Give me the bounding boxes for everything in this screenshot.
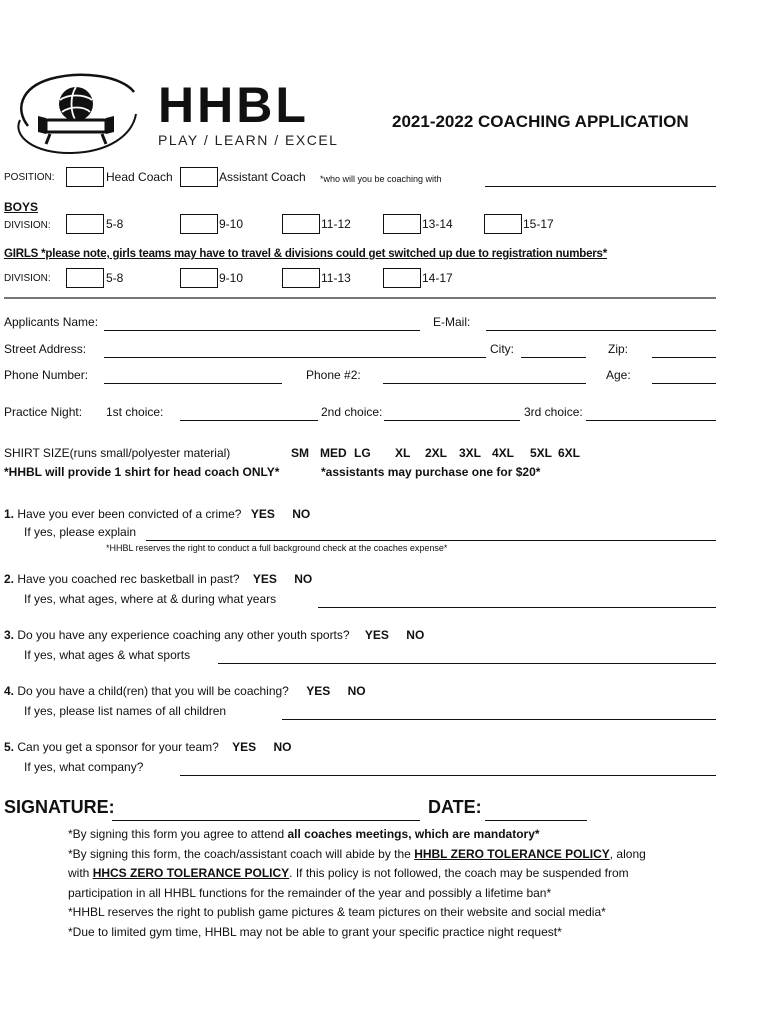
boys-heading: BOYS: [4, 200, 39, 214]
notes: [68, 825, 646, 942]
boys-div-checkbox[interactable]: [383, 214, 421, 234]
assistant-shirt-note: *assistants may purchase one for $20*: [321, 465, 541, 479]
hhcs-policy-link[interactable]: HHCS ZERO TOLERANCE POLICY: [92, 866, 290, 880]
email-field[interactable]: [486, 330, 716, 331]
applicant-name-label: Applicants Name:: [4, 315, 99, 329]
practice-night-label: Practice Night:: [4, 405, 83, 419]
question-text: Have you coached rec basketball in past?: [17, 572, 240, 586]
note-text: , along: [609, 846, 646, 861]
boys-division-label: DIVISION:: [4, 220, 51, 231]
girls-div-label: 5-8: [106, 271, 124, 285]
shirt-size-option[interactable]: 3XL: [459, 446, 482, 460]
no-option[interactable]: NO: [294, 572, 313, 586]
yes-option[interactable]: YES: [252, 572, 277, 586]
note-text: *By signing this form, the coach/assistant coach will abide by the: [68, 846, 415, 861]
question-text: Have you ever been convicted of a crime?: [17, 507, 242, 521]
age-label: Age:: [606, 368, 631, 382]
yes-option[interactable]: YES: [250, 507, 275, 521]
shirt-size-option[interactable]: 4XL: [492, 446, 515, 460]
shirt-size-option[interactable]: SM: [291, 446, 309, 460]
question-3: [4, 628, 424, 642]
first-choice-label: 1st choice:: [106, 405, 164, 419]
shirt-size-option[interactable]: 5XL: [530, 446, 553, 460]
question-number: 2.: [4, 572, 15, 586]
note-suspension: participation in all HHBL functions for the remainder of the year and possibly a lifetime ban*: [68, 885, 552, 900]
question-number: 4.: [4, 684, 15, 698]
head-coach-shirt-note: *HHBL will provide 1 shirt for head coach ONLY*: [4, 465, 280, 479]
answer-field[interactable]: [282, 719, 716, 720]
note-text: . If this policy is not followed, the coach may be suspended from: [289, 866, 629, 880]
boys-div-checkbox[interactable]: [282, 214, 320, 234]
girls-div-checkbox[interactable]: [180, 268, 218, 288]
phone-field[interactable]: [104, 383, 282, 384]
question-number: 5.: [4, 740, 15, 754]
note-emphasis: all coaches meetings, which are mandatory*: [287, 827, 540, 841]
boys-div-label: 15-17: [523, 217, 554, 231]
hhbl-policy-link[interactable]: HHBL ZERO TOLERANCE POLICY: [414, 846, 610, 861]
third-choice-label: 3rd choice:: [524, 405, 583, 419]
assistant-coach-checkbox[interactable]: [180, 167, 218, 187]
question-follow: If yes, what ages & what sports: [24, 648, 191, 662]
question-2: [4, 572, 312, 586]
question-follow: If yes, please list names of all children: [24, 704, 227, 718]
shirt-size-option[interactable]: LG: [354, 446, 371, 460]
girls-div-checkbox[interactable]: [282, 268, 320, 288]
yes-option[interactable]: YES: [232, 740, 257, 754]
note-text: *By signing this form you agree to attend: [68, 827, 288, 841]
question-5: [4, 740, 292, 754]
head-coach-checkbox[interactable]: [66, 167, 104, 187]
note-meetings: [68, 825, 646, 845]
phone2-field[interactable]: [383, 383, 586, 384]
question-follow: If yes, what ages, where at & during what years: [24, 592, 277, 606]
boys-div-checkbox[interactable]: [484, 214, 522, 234]
question-follow: If yes, what company?: [24, 760, 144, 774]
answer-field[interactable]: [180, 775, 716, 776]
boys-div-checkbox[interactable]: [180, 214, 218, 234]
assistant-coach-label: Assistant Coach: [219, 170, 306, 184]
note-pictures: *HHBL reserves the right to publish game pictures & team pictures on their website and social media*: [68, 905, 606, 919]
girls-div-checkbox[interactable]: [66, 268, 104, 288]
third-choice-field[interactable]: [586, 420, 716, 421]
boys-div-label: 9-10: [219, 217, 244, 231]
street-address-field[interactable]: [104, 357, 486, 358]
second-choice-field[interactable]: [384, 420, 520, 421]
coaching-with-label: *who will you be coaching with: [320, 174, 442, 184]
no-option[interactable]: NO: [273, 740, 292, 754]
no-option[interactable]: NO: [347, 684, 366, 698]
girls-div-label: 14-17: [422, 271, 453, 285]
shirt-size-option[interactable]: XL: [395, 446, 411, 460]
hhbl-logo: [10, 70, 350, 160]
girls-div-checkbox[interactable]: [383, 268, 421, 288]
position-label: POSITION:: [4, 172, 55, 183]
zip-field[interactable]: [652, 357, 716, 358]
age-field[interactable]: [652, 383, 716, 384]
yes-option[interactable]: YES: [306, 684, 331, 698]
phone-label: Phone Number:: [4, 368, 89, 382]
zip-label: Zip:: [608, 342, 629, 356]
shirt-size-option[interactable]: 6XL: [558, 446, 581, 460]
girls-div-label: 11-13: [321, 271, 351, 285]
question-4: [4, 684, 366, 698]
yes-option[interactable]: YES: [364, 628, 389, 642]
email-label: E-Mail:: [433, 315, 471, 329]
city-label: City:: [490, 342, 514, 356]
note-text: with: [68, 866, 93, 880]
shirt-size-label: SHIRT SIZE(runs small/polyester material): [4, 446, 231, 460]
shirt-size-option[interactable]: 2XL: [425, 446, 448, 460]
boys-div-label: 11-12: [321, 217, 351, 231]
note-gym-time: *Due to limited gym time, HHBL may not be able to grant your specific practice night request*: [68, 924, 562, 939]
applicant-name-field[interactable]: [104, 330, 420, 331]
basketball-couch-icon: [10, 70, 140, 156]
signature-field[interactable]: [112, 820, 420, 821]
signature-label: SIGNATURE:: [4, 797, 115, 817]
logo-brand: HHBL: [158, 77, 309, 133]
answer-field[interactable]: [218, 663, 716, 664]
answer-field[interactable]: [318, 607, 716, 608]
phone2-label: Phone #2:: [306, 368, 361, 382]
date-field[interactable]: [485, 820, 587, 821]
first-choice-field[interactable]: [180, 420, 318, 421]
shirt-size-option[interactable]: MED: [320, 446, 347, 460]
question-text: Can you get a sponsor for your team?: [17, 740, 219, 754]
city-field[interactable]: [521, 357, 586, 358]
page-title: 2021-2022 COACHING APPLICATION: [392, 112, 689, 131]
coaching-with-field[interactable]: [485, 186, 716, 187]
question-text: Do you have a child(ren) that you will be coaching?: [17, 684, 289, 698]
question-1: [4, 507, 310, 521]
head-coach-label: Head Coach: [106, 170, 173, 184]
boys-div-label: 13-14: [422, 217, 453, 231]
question-follow: If yes, please explain: [24, 525, 137, 539]
background-check-note: *HHBL reserves the right to conduct a full background check at the coaches expense*: [106, 543, 448, 553]
section-divider: [4, 297, 716, 299]
question-number: 3.: [4, 628, 15, 642]
second-choice-label: 2nd choice:: [321, 405, 383, 419]
girls-div-label: 9-10: [219, 271, 244, 285]
note-policy-cont: [68, 864, 646, 884]
boys-div-checkbox[interactable]: [66, 214, 104, 234]
note-policy: [68, 845, 646, 865]
question-text: Do you have any experience coaching any other youth sports?: [17, 628, 350, 642]
date-label: DATE:: [428, 797, 482, 817]
street-address-label: Street Address:: [4, 342, 87, 356]
answer-field[interactable]: [146, 540, 716, 541]
boys-div-label: 5-8: [106, 217, 124, 231]
no-option[interactable]: NO: [406, 628, 425, 642]
girls-heading: GIRLS *please note, girls teams may have to travel & divisions could get switched up due to registration numbers*: [4, 248, 608, 260]
girls-division-label: DIVISION:: [4, 273, 51, 284]
logo-tagline: PLAY / LEARN / EXCEL: [158, 132, 339, 148]
no-option[interactable]: NO: [292, 507, 311, 521]
question-number: 1.: [4, 507, 15, 521]
